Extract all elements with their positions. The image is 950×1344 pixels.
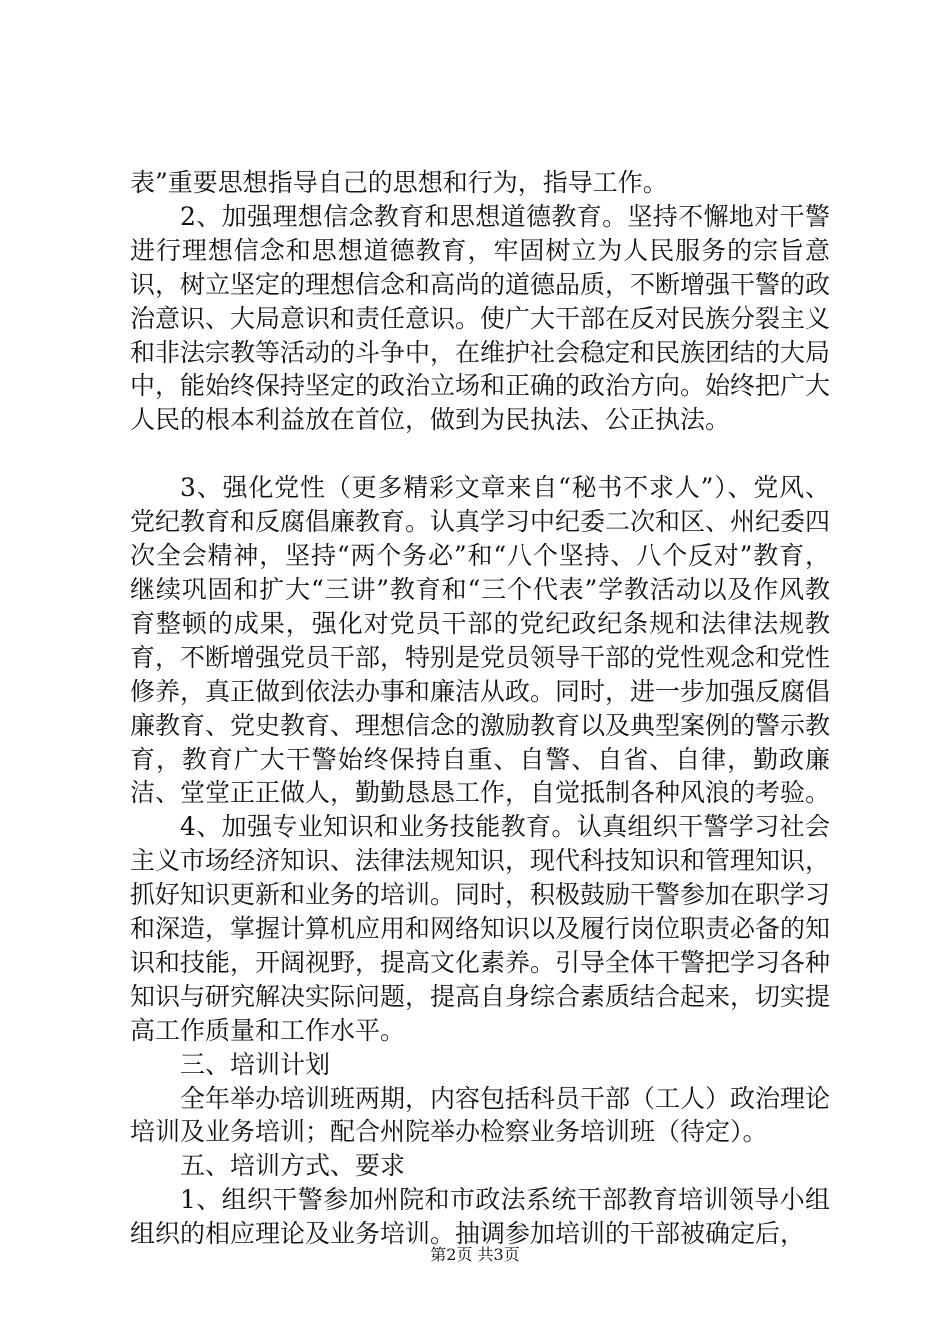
paragraph-item-4: 4、加强专业知识和业务技能教育。认真组织干警学习社会主义市场经济知识、法律法规知识，现代科技知识和管理知识，抓好知识更新和业务的培训。同时，积极鼓励干警参加在职学习和深造，掌握计算机应用和网络知识以及履行岗位职责必备的知识和技能，开阔视野，提高文化素养。引导全体干警把学习各种知识与研究解决实际问题，提高自身综合素质结合起来，切实提高工作质量和工作水平。 <box>130 812 831 1045</box>
paragraph-continuation: 表”重要思想指导自己的思想和行为，指导工作。 <box>130 168 668 197</box>
paragraph-training-plan: 全年举办培训班两期，内容包括科员干部（工人）政治理论培训及业务培训；配合州院举办检察业务培训班（待定）。 <box>130 1083 831 1147</box>
paragraph-gap <box>130 437 830 471</box>
paragraph-training-method-1: 1、组织干警参加州院和市政法系统干部教育培训领导小组组织的相应理论及业务培训。抽调参加培训的干部被确定后， <box>130 1185 830 1249</box>
section-heading-training-method: 五、培训方式、要求 <box>180 1151 406 1181</box>
paragraph-item-2: 2、加强理想信念教育和思想道德教育。坚持不懈地对干警进行理想信念和思想道德教育，牢固树立为人民服务的宗旨意识，树立坚定的理想信念和高尚的道德品质，不断增强干警的政治意识、大局意识和责任意识。使广大干部在反对民族分裂主义和非法宗教等活动的斗争中，在维护社会稳定和民族团结的大局中，能始终保持坚定的政治立场和正确的政治方向。始终把广大人民的根本利益放在首位，做到为民执法、公正执法。 <box>130 201 831 435</box>
page-footer: 第2页 共3页 <box>430 1245 520 1264</box>
paragraph-item-3: 3、强化党性（更多精彩文章来自“秘书不求人”）、党风、党纪教育和反腐倡廉教育。认真学习中纪委二次和区、州纪委四次全会精神，坚持“两个务必”和“八个坚持、八个反对”教育，继续巩固和扩大“三讲”教育和“三个代表”学教活动以及作风教育整顿的成果，强化对党员干部的党纪政纪条规和法律法规教育，不断增强党员干部，特别是党员领导干部的党性观念和党性修养，真正做到依法办事和廉洁从政。同时，进一步加强反腐倡廉教育、党史教育、理想信念的激励教育以及典型案例的警示教育，教育广大干警始终保持自重、自警、自省、自律，勤政廉洁、堂堂正正做人，勤勤恳恳工作，自觉抵制各种风浪的考验。 <box>130 473 831 808</box>
section-heading-training-plan: 三、培训计划 <box>180 1049 331 1079</box>
document-body <box>130 166 830 1251</box>
